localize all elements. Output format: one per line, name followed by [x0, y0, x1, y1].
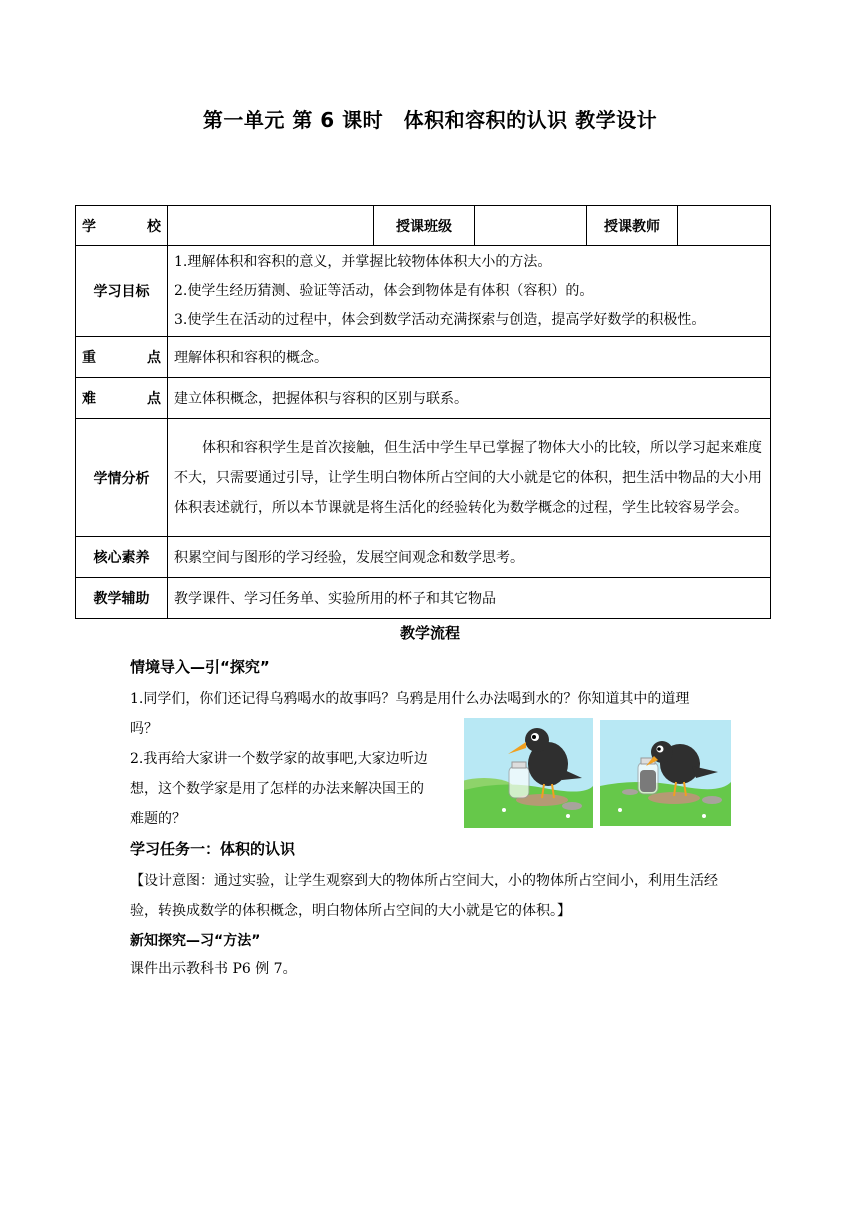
- aids-text-cell: 教学课件、学习任务单、实验所用的杯子和其它物品: [168, 578, 771, 619]
- task-one-heading: 学习任务一：体积的认识: [130, 840, 296, 858]
- table-row-key-point: [76, 337, 771, 378]
- lesson-info-table: [75, 205, 771, 619]
- question-two-line: 难题的？: [130, 811, 186, 827]
- courseware-line: 课件出示教科书 P6 例 7。: [130, 961, 297, 977]
- table-row-goals: [76, 246, 771, 337]
- literacy-label-cell: 核心素养: [76, 537, 168, 578]
- goal-item: 3.使学生在活动的过程中，体会到数学活动充满探索与创造，提高学好数学的积极性。: [174, 311, 706, 328]
- crow-illustration-empty-bottle: [464, 718, 593, 828]
- intro-heading: 情境导入—引“探究”: [130, 658, 270, 676]
- crow-empty-bottle-image: [464, 718, 593, 828]
- teaching-flow-title: 教学流程: [399, 624, 460, 642]
- design-intent-note: 【设计意图：通过实验，让学生观察到大的物体所占空间大，小的物体所占空间小，利用生活经验，转换成数学的体积概念，明白物体所占空间的大小就是它的体积。】: [130, 873, 718, 919]
- table-row-difficult-point: [76, 378, 771, 419]
- aids-label-cell: 教学辅助: [76, 578, 168, 619]
- school-label-cell: 学 校: [76, 206, 168, 246]
- crow-illustration-stones-bottle: [600, 720, 731, 826]
- difficult-text-cell: 建立体积概念，把握体积与容积的区别与联系。: [168, 378, 771, 419]
- key-label-cell: 重 点: [76, 337, 168, 378]
- goals-label-cell: 学习目标: [76, 246, 168, 337]
- question-two-line: 2.我再给大家讲一个数学家的故事吧,大家边听边: [130, 751, 428, 767]
- question-two-line: 想，这个数学家是用了怎样的办法来解决国王的: [130, 781, 424, 797]
- goal-item: 2.使学生经历猜测、验证等活动，体会到物体是有体积（容积）的。: [174, 282, 594, 299]
- teacher-label-cell: 授课教师: [587, 206, 678, 246]
- question-two: [130, 744, 460, 834]
- school-value-cell: [168, 206, 374, 246]
- question-one-line: 1.同学们，你们还记得乌鸦喝水的故事吗？乌鸦是用什么办法喝到水的？你知道其中的道理: [130, 691, 690, 707]
- table-row-aids: [76, 578, 771, 619]
- analysis-text-cell: 体积和容积学生是首次接触，但生活中学生早已掌握了物体大小的比较，所以学习起来难度不大，只需要通过引导，让学生明白物体所占空间的大小就是它的体积，把生活中物品的大小用体积表述就行，所以本节课就是将生活化的经验转化为数学概念的过程，学生比较容易学会。: [168, 419, 771, 537]
- goals-cell: [168, 246, 771, 337]
- class-label-cell: 授课班级: [374, 206, 475, 246]
- page-title: 第一单元 第 6 课时 体积和容积的认识 教学设计: [202, 108, 658, 132]
- table-row-analysis: [76, 419, 771, 537]
- table-row-school: [76, 206, 771, 246]
- class-value-cell: [475, 206, 587, 246]
- goal-item: 1.理解体积和容积的意义，并掌握比较物体体积大小的方法。: [174, 253, 552, 270]
- teacher-value-cell: [678, 206, 771, 246]
- literacy-text-cell: 积累空间与图形的学习经验，发展空间观念和数学思考。: [168, 537, 771, 578]
- crow-stones-bottle-image: [600, 720, 731, 826]
- explore-heading: 新知探究—习“方法”: [130, 933, 261, 949]
- analysis-label-cell: 学情分析: [76, 419, 168, 537]
- difficult-label-cell: 难 点: [76, 378, 168, 419]
- question-one-line: 吗？: [130, 721, 158, 737]
- key-text-cell: 理解体积和容积的概念。: [168, 337, 771, 378]
- table-row-literacy: [76, 537, 771, 578]
